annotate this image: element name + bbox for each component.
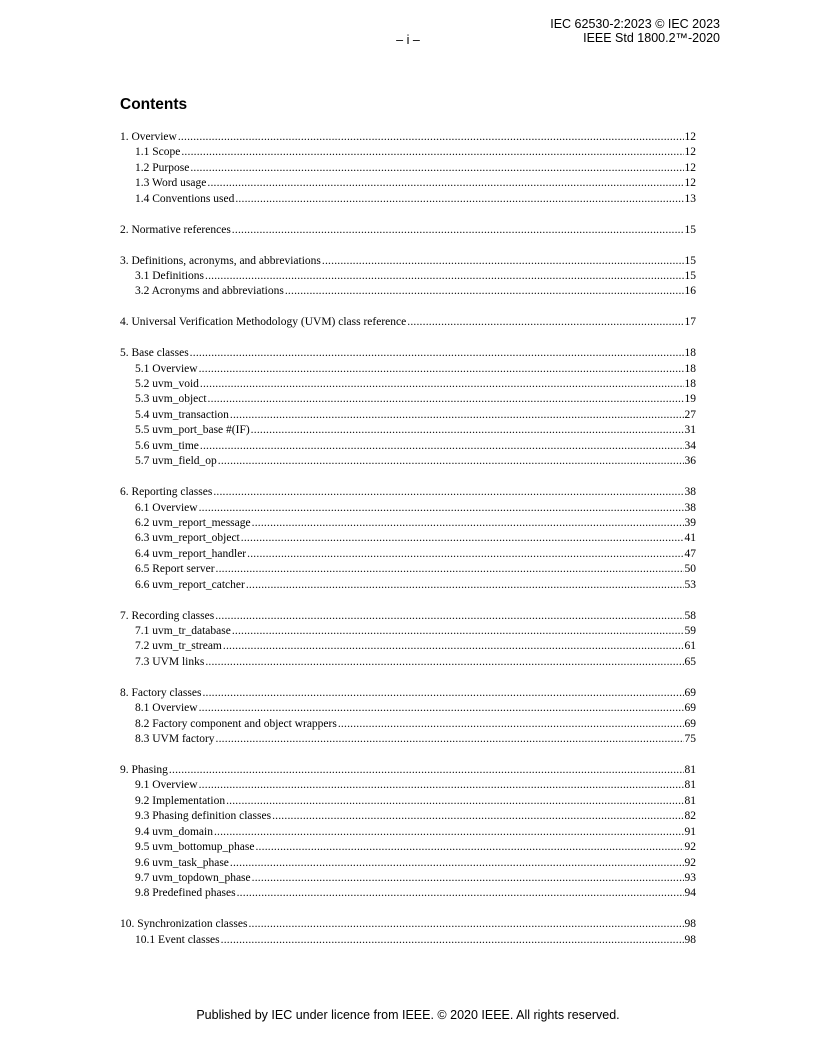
toc-dot-leader — [208, 392, 684, 407]
toc-dot-leader — [235, 192, 683, 207]
toc-entry-title: 9.5 uvm_bottomup_phase — [135, 841, 255, 854]
toc-entry-page: 75 — [684, 733, 696, 746]
toc-entry-page: 31 — [684, 424, 696, 437]
toc-section-entry[interactable] — [120, 917, 696, 932]
toc-dot-leader — [226, 794, 683, 809]
toc-subsection-entry[interactable] — [120, 392, 696, 407]
toc-dot-leader — [241, 531, 684, 546]
toc-entry-page: 98 — [684, 933, 696, 946]
toc-dot-leader — [199, 701, 684, 716]
toc-dot-leader — [190, 346, 684, 361]
toc-dot-leader — [237, 886, 684, 901]
toc-section-entry[interactable] — [120, 223, 696, 238]
toc-entry-page: 82 — [684, 810, 696, 823]
toc-entry-title: 8. Factory classes — [120, 686, 202, 699]
toc-dot-leader — [202, 686, 683, 701]
toc-section-entry[interactable] — [120, 254, 696, 269]
toc-subsection-entry[interactable] — [120, 439, 696, 454]
toc-dot-leader — [322, 254, 684, 269]
toc-dot-leader — [407, 315, 683, 330]
toc-dot-leader — [285, 284, 684, 299]
toc-dot-leader — [232, 223, 684, 238]
toc-entry-title: 6. Reporting classes — [120, 486, 213, 499]
toc-subsection-entry[interactable] — [120, 269, 696, 284]
toc-entry-page: 81 — [684, 763, 696, 776]
toc-entry-page: 39 — [684, 516, 696, 529]
toc-subsection-entry[interactable] — [120, 871, 696, 886]
toc-entry-title: 6.3 uvm_report_object — [135, 532, 240, 545]
toc-dot-leader — [248, 917, 683, 932]
toc-entry-page: 92 — [684, 856, 696, 869]
toc-dot-leader — [247, 547, 683, 562]
toc-entry-page: 19 — [684, 393, 696, 406]
toc-entry-page: 15 — [684, 254, 696, 267]
toc-section-entry[interactable] — [120, 485, 696, 500]
toc-dot-leader — [232, 624, 684, 639]
toc-dot-leader — [181, 145, 683, 160]
toc-entry-page: 18 — [684, 362, 696, 375]
toc-dot-leader — [215, 609, 683, 624]
toc-entry-page: 58 — [684, 609, 696, 622]
toc-section-gap — [120, 593, 696, 608]
toc-entry-title: 7.3 UVM links — [135, 655, 205, 668]
contents-heading: Contents — [120, 96, 188, 113]
toc-entry-title: 6.1 Overview — [135, 501, 198, 514]
toc-subsection-entry[interactable] — [120, 578, 696, 593]
toc-entry-title: 6.5 Report server — [135, 563, 215, 576]
toc-subsection-entry[interactable] — [120, 192, 696, 207]
toc-entry-page: 47 — [684, 547, 696, 560]
toc-entry-page: 81 — [684, 779, 696, 792]
toc-section-gap — [120, 470, 696, 485]
toc-entry-page: 98 — [684, 918, 696, 931]
toc-entry-page: 17 — [684, 316, 696, 329]
toc-entry-title: 6.6 uvm_report_catcher — [135, 578, 245, 591]
toc-entry-title: 1.1 Scope — [135, 146, 181, 159]
toc-dot-leader — [230, 856, 684, 871]
toc-subsection-entry[interactable] — [120, 284, 696, 299]
toc-subsection-entry[interactable] — [120, 562, 696, 577]
table-of-contents — [120, 130, 696, 948]
toc-entry-page: 92 — [684, 841, 696, 854]
toc-subsection-entry[interactable] — [120, 825, 696, 840]
toc-section-gap — [120, 670, 696, 685]
toc-entry-page: 12 — [684, 146, 696, 159]
toc-entry-page: 18 — [684, 347, 696, 360]
toc-dot-leader — [216, 732, 684, 747]
toc-subsection-entry[interactable] — [120, 717, 696, 732]
toc-section-entry[interactable] — [120, 315, 696, 330]
page-number-label: – i – — [396, 33, 420, 47]
toc-subsection-entry[interactable] — [120, 377, 696, 392]
toc-entry-title: 1.4 Conventions used — [135, 192, 235, 205]
toc-entry-title: 3.2 Acronyms and abbreviations — [135, 285, 284, 298]
toc-entry-page: 36 — [684, 455, 696, 468]
toc-entry-page: 53 — [684, 578, 696, 591]
toc-entry-page: 18 — [684, 378, 696, 390]
toc-dot-leader — [230, 408, 684, 423]
toc-dot-leader — [205, 269, 684, 284]
header-ieee-id: IEEE Std 1800.2™-2020 — [583, 31, 720, 45]
toc-entry-title: 10.1 Event classes — [135, 933, 220, 946]
toc-entry-title: 8.1 Overview — [135, 702, 198, 715]
toc-entry-title: 9.7 uvm_topdown_phase — [135, 872, 251, 884]
toc-section-entry[interactable] — [120, 130, 696, 145]
toc-subsection-entry[interactable] — [120, 454, 696, 469]
toc-section-gap — [120, 331, 696, 346]
toc-entry-page: 69 — [684, 702, 696, 715]
toc-entry-title: 9.8 Predefined phases — [135, 887, 236, 900]
toc-entry-page: 12 — [684, 177, 696, 190]
toc-dot-leader — [272, 809, 683, 824]
toc-subsection-entry[interactable] — [120, 531, 696, 546]
toc-dot-leader — [199, 501, 684, 516]
toc-entry-page: 38 — [684, 501, 696, 514]
toc-section-gap — [120, 902, 696, 917]
toc-subsection-entry[interactable] — [120, 176, 696, 191]
toc-dot-leader — [178, 130, 684, 145]
toc-section-entry[interactable] — [120, 763, 696, 778]
toc-dot-leader — [255, 840, 683, 855]
toc-dot-leader — [190, 161, 683, 176]
toc-entry-title: 9.1 Overview — [135, 779, 198, 792]
toc-dot-leader — [200, 439, 684, 454]
toc-dot-leader — [246, 578, 684, 593]
toc-entry-title: 7. Recording classes — [120, 609, 215, 622]
toc-entry-page: 41 — [684, 532, 696, 545]
page-footer: Published by IEC under licence from IEEE. © 2020 IEEE. All rights reserved. — [196, 1008, 620, 1022]
toc-entry-title: 7.2 uvm_tr_stream — [135, 640, 222, 653]
toc-subsection-entry[interactable] — [120, 794, 696, 809]
toc-entry-page: 38 — [684, 486, 696, 499]
toc-entry-page: 15 — [684, 269, 696, 282]
toc-entry-title: 9.4 uvm_domain — [135, 825, 213, 838]
toc-dot-leader — [207, 176, 683, 191]
toc-dot-leader — [205, 655, 683, 670]
toc-subsection-entry[interactable] — [120, 161, 696, 176]
toc-entry-title: 7.1 uvm_tr_database — [135, 625, 231, 637]
toc-dot-leader — [199, 778, 684, 793]
toc-entry-title: 5.6 uvm_time — [135, 439, 199, 452]
toc-entry-title: 5.5 uvm_port_base #(IF) — [135, 424, 250, 437]
toc-entry-page: 13 — [684, 192, 696, 205]
toc-entry-title: 3.1 Definitions — [135, 269, 204, 282]
toc-entry-title: 5. Base classes — [120, 347, 189, 360]
toc-subsection-entry[interactable] — [120, 547, 696, 562]
toc-entry-title: 9.6 uvm_task_phase — [135, 856, 229, 869]
toc-subsection-entry[interactable] — [120, 778, 696, 793]
toc-entry-title: 8.2 Factory component and object wrappers — [135, 717, 337, 730]
toc-entry-page: 50 — [684, 563, 696, 576]
toc-entry-title: 10. Synchronization classes — [120, 918, 248, 931]
toc-entry-page: 12 — [684, 161, 696, 174]
toc-dot-leader — [213, 485, 683, 500]
toc-entry-page: 27 — [684, 408, 696, 421]
toc-subsection-entry[interactable] — [120, 840, 696, 855]
toc-entry-title: 1. Overview — [120, 131, 177, 143]
toc-dot-leader — [223, 639, 684, 654]
toc-subsection-entry[interactable] — [120, 516, 696, 531]
toc-subsection-entry[interactable] — [120, 732, 696, 747]
toc-subsection-entry[interactable] — [120, 809, 696, 824]
toc-dot-leader — [221, 933, 684, 948]
toc-entry-title: 5.4 uvm_transaction — [135, 408, 229, 421]
toc-entry-title: 6.2 uvm_report_message — [135, 516, 251, 529]
toc-subsection-entry[interactable] — [120, 145, 696, 160]
toc-section-entry[interactable] — [120, 346, 696, 361]
toc-entry-page: 12 — [684, 131, 696, 143]
toc-dot-leader — [338, 717, 684, 732]
toc-entry-page: 61 — [684, 640, 696, 653]
toc-entry-title: 5.3 uvm_object — [135, 393, 207, 406]
toc-dot-leader — [216, 562, 684, 577]
toc-dot-leader — [218, 454, 684, 469]
toc-entry-page: 65 — [684, 655, 696, 668]
toc-entry-page: 93 — [684, 872, 696, 884]
toc-dot-leader — [252, 871, 684, 886]
toc-subsection-entry[interactable] — [120, 856, 696, 871]
toc-entry-page: 16 — [684, 285, 696, 298]
toc-entry-page: 91 — [684, 825, 696, 838]
toc-subsection-entry[interactable] — [120, 501, 696, 516]
toc-subsection-entry[interactable] — [120, 408, 696, 423]
toc-section-gap — [120, 207, 696, 222]
toc-entry-page: 94 — [684, 887, 696, 900]
toc-entry-title: 9.2 Implementation — [135, 794, 226, 807]
toc-entry-page: 59 — [684, 625, 696, 637]
toc-entry-title: 8.3 UVM factory — [135, 733, 215, 746]
toc-dot-leader — [252, 516, 684, 531]
toc-subsection-entry[interactable] — [120, 933, 696, 948]
toc-subsection-entry[interactable] — [120, 362, 696, 377]
toc-subsection-entry[interactable] — [120, 655, 696, 670]
toc-entry-title: 4. Universal Verification Methodology (UVM) class reference — [120, 316, 407, 329]
toc-entry-page: 15 — [684, 223, 696, 236]
toc-dot-leader — [169, 763, 684, 778]
toc-entry-page: 69 — [684, 717, 696, 730]
toc-entry-title: 1.3 Word usage — [135, 177, 207, 190]
toc-entry-title: 5.7 uvm_field_op — [135, 455, 217, 468]
toc-entry-title: 1.2 Purpose — [135, 161, 190, 174]
toc-section-gap — [120, 748, 696, 763]
toc-subsection-entry[interactable] — [120, 423, 696, 438]
toc-entry-page: 69 — [684, 686, 696, 699]
toc-subsection-entry[interactable] — [120, 886, 696, 901]
toc-entry-page: 34 — [684, 439, 696, 452]
toc-section-entry[interactable] — [120, 686, 696, 701]
toc-entry-title: 5.2 uvm_void — [135, 378, 199, 390]
toc-entry-title: 2. Normative references — [120, 223, 231, 236]
toc-subsection-entry[interactable] — [120, 624, 696, 639]
toc-dot-leader — [251, 423, 684, 438]
toc-subsection-entry[interactable] — [120, 639, 696, 654]
toc-dot-leader — [200, 377, 684, 392]
toc-dot-leader — [199, 362, 684, 377]
header-iec-id: IEC 62530-2:2023 © IEC 2023 — [550, 17, 720, 31]
toc-entry-page: 81 — [684, 794, 696, 807]
toc-dot-leader — [214, 825, 684, 840]
toc-entry-title: 5.1 Overview — [135, 362, 198, 375]
toc-entry-title: 9. Phasing — [120, 763, 168, 776]
toc-subsection-entry[interactable] — [120, 701, 696, 716]
toc-entry-title: 3. Definitions, acronyms, and abbreviations — [120, 254, 321, 267]
toc-section-gap — [120, 238, 696, 253]
toc-entry-title: 6.4 uvm_report_handler — [135, 547, 247, 560]
toc-section-entry[interactable] — [120, 609, 696, 624]
toc-section-gap — [120, 300, 696, 315]
toc-entry-title: 9.3 Phasing definition classes — [135, 810, 272, 823]
